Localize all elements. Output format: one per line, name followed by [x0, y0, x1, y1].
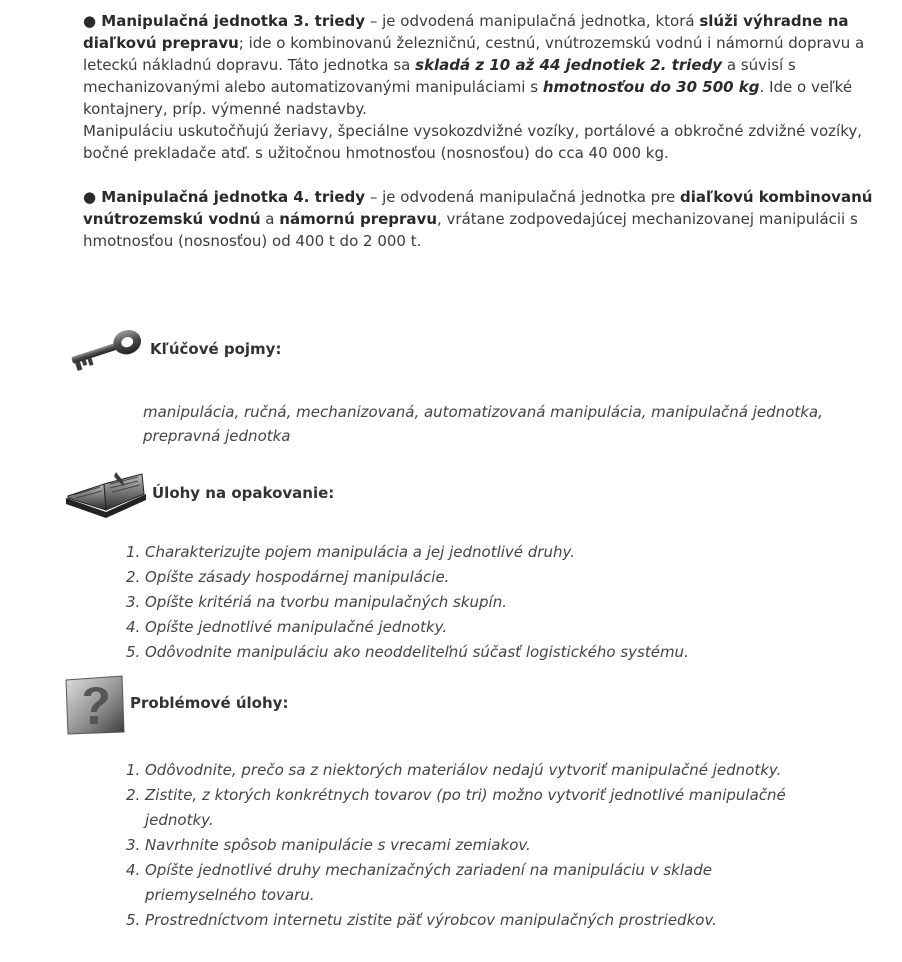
problem-tasks-list — [126, 758, 836, 933]
paragraph-unit-4 — [83, 186, 873, 252]
text-span: . Ide o veľké kontajnery, príp. výmenné nadstavby. — [83, 78, 853, 118]
bold-span: diaľkovú kombinovanú vnútrozemskú vodnú — [83, 188, 873, 228]
item-text: Opíšte jednotlivé druhy mechanizačných zariadení na manipuláciu v sklade priemyselného tovaru. — [145, 861, 712, 904]
list-item — [126, 783, 836, 833]
bold-italic-span: skladá z 10 až 44 jednotiek 2. triedy — [415, 56, 723, 74]
item-text: Zistite, z ktorých konkrétnych tovarov (po tri) možno vytvoriť jednotlivé manipulačné jednotky. — [145, 786, 786, 829]
item-text: Prostredníctvom internetu zistite päť výrobcov manipulačných prostriedkov. — [145, 911, 717, 929]
item-text: Charakterizujte pojem manipulácia a jej jednotlivé druhy. — [145, 543, 575, 561]
text-span: a súvisí s mechanizovanými alebo automatizovanými manipuláciami s — [83, 56, 796, 96]
bold-span: námornú prepravu — [279, 210, 437, 228]
list-item — [126, 590, 836, 615]
unit-3-title: ● Manipulačná jednotka 3. triedy — [83, 12, 366, 30]
item-text: Navrhnite spôsob manipulácie s vrecami zemiakov. — [145, 836, 531, 854]
open-book-icon — [64, 468, 148, 520]
item-text: Opíšte zásady hospodárnej manipulácie. — [145, 568, 450, 586]
review-tasks-heading: Úlohy na opakovanie: — [152, 484, 335, 502]
text-span: – je odvodená manipulačná jednotka pre — [365, 188, 681, 206]
text-span: ; ide o kombinovanú železničnú, cestnú, vnútrozemskú vodnú i námornú dopravu a leteckú nákladnú dopravu. Táto jednotka sa — [83, 34, 865, 74]
text-span: Manipuláciu uskutočňujú žeriavy, špeciálne vysokozdvižné vozíky, portálové a obkročné zdvižné vozíky, bočné prekladače atď. s užitočnou hmotnosťou (nosnosťou) do cca 40 000 kg. — [83, 122, 862, 162]
review-tasks-list — [126, 540, 836, 665]
item-number: 3. — [126, 836, 141, 854]
item-text: Opíšte jednotlivé manipulačné jednotky. — [145, 618, 448, 636]
unit-4-title: ● Manipulačná jednotka 4. triedy — [83, 188, 366, 206]
list-item — [126, 615, 836, 640]
text-span: – je odvodená manipulačná jednotka, ktorá — [365, 12, 700, 30]
paragraph-unit-3 — [83, 10, 873, 164]
list-item — [126, 758, 836, 783]
list-item — [126, 833, 836, 858]
key-terms-list: manipulácia, ručná, mechanizovaná, automatizovaná manipulácia, manipulačná jednotka, prepravná jednotka — [143, 403, 823, 445]
text-span: a — [260, 210, 280, 228]
item-text: Opíšte kritériá na tvorbu manipulačných skupín. — [145, 593, 507, 611]
question-mark-icon — [64, 674, 126, 736]
list-item — [126, 565, 836, 590]
problem-tasks-heading: Problémové úlohy: — [130, 694, 289, 712]
key-icon — [64, 322, 148, 374]
bold-italic-span: hmotnosťou do 30 500 kg — [542, 78, 760, 96]
text-span: , vrátane zodpovedajúcej mechanizovanej manipulácii s hmotnosťou (nosnosťou) od 400 t do 2 000 t. — [83, 210, 858, 250]
list-item — [126, 908, 836, 933]
list-item — [126, 540, 836, 565]
item-number: 1. — [126, 543, 141, 561]
item-number: 5. — [126, 911, 141, 929]
item-number: 3. — [126, 593, 141, 611]
item-text: Odôvodnite manipuláciu ako neoddeliteľnú súčasť logistického systému. — [145, 643, 689, 661]
item-number: 4. — [126, 618, 141, 636]
bold-span: slúži výhradne na diaľkovú prepravu — [83, 12, 849, 52]
item-number: 4. — [126, 861, 141, 879]
item-number: 5. — [126, 643, 141, 661]
item-text: Odôvodnite, prečo sa z niektorých materiálov nedajú vytvoriť manipulačné jednotky. — [145, 761, 782, 779]
item-number: 1. — [126, 761, 141, 779]
list-item — [126, 640, 836, 665]
key-terms-heading: Kľúčové pojmy: — [150, 340, 282, 358]
item-number: 2. — [126, 786, 141, 804]
list-item — [126, 858, 836, 908]
item-number: 2. — [126, 568, 141, 586]
